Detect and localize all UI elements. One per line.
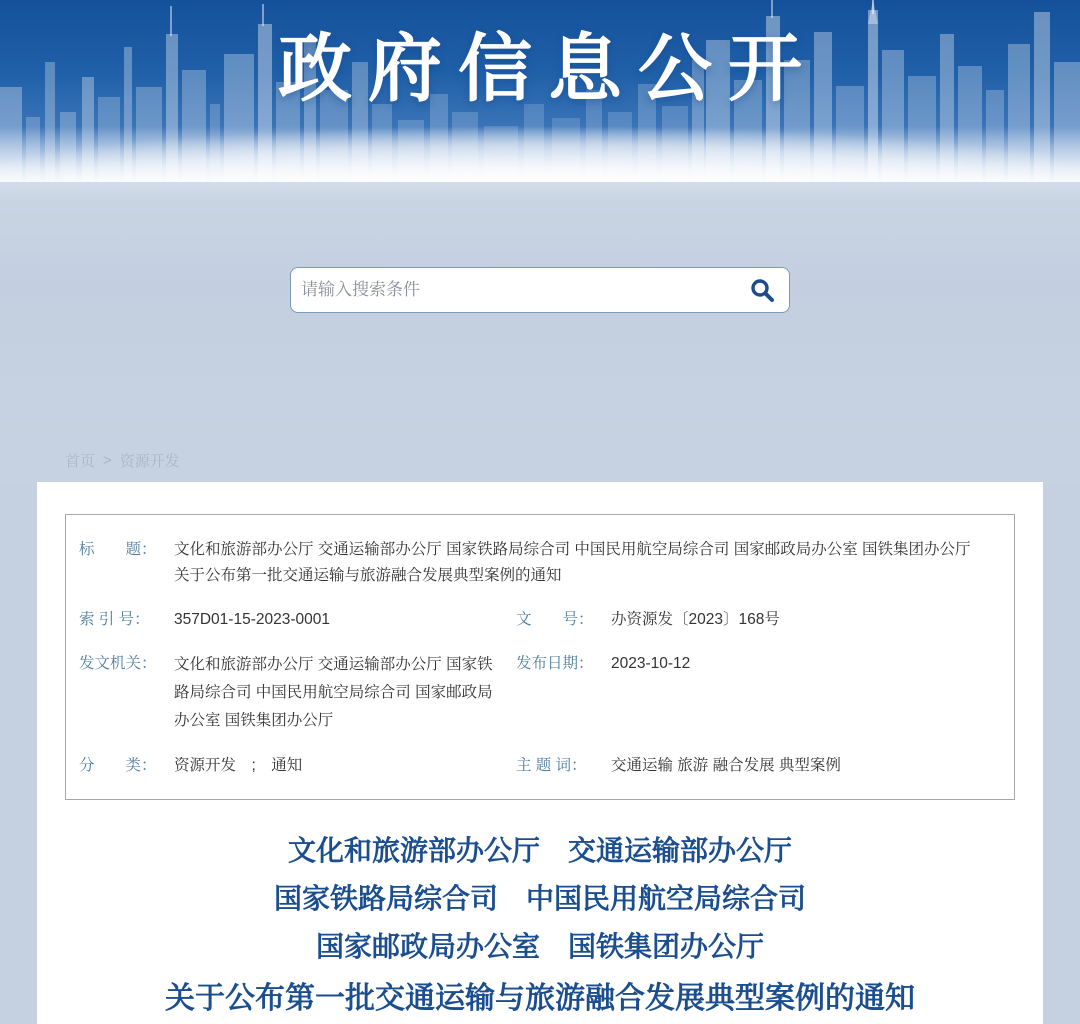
meta-index-value: 357D01-15-2023-0001 [174,611,330,628]
meta-index-label: 索 引 号： [79,611,150,628]
document-title-block [65,828,1015,1024]
document-title-line3: 国家邮政局办公室 国铁集团办公厅 [315,932,764,963]
meta-category-label: 分 类： [79,757,157,774]
breadcrumb-current-link[interactable]: 资源开发 [119,453,180,470]
meta-docno-value: 办资源发〔2023〕168号 [611,611,780,628]
breadcrumb [0,438,1080,471]
meta-row-category [79,753,998,779]
search-box [290,267,790,313]
search-button[interactable] [747,275,777,305]
header-banner [0,0,1080,182]
meta-title-value [174,537,998,589]
meta-date-label: 发布日期： [516,655,594,672]
breadcrumb-strip [0,438,1080,482]
content-panel [37,482,1043,1024]
meta-title-value-line1: 文化和旅游部办公厅 交通运输部办公厅 国家铁路局综合司 中国民用航空局综合司 国家邮政局办公室 国铁集团办公厅 [174,541,971,558]
breadcrumb-home-link[interactable]: 首页 [65,453,96,470]
meta-row-index [79,607,998,633]
meta-date-value: 2023-10-12 [611,655,691,672]
meta-org-label: 发文机关： [79,655,157,672]
search-section [0,182,1080,438]
meta-title-value-line2: 关于公布第一批交通运输与旅游融合发展典型案例的通知 [174,567,562,584]
breadcrumb-separator: > [103,452,112,469]
meta-row-title [79,537,998,589]
document-notice-title: 关于公布第一批交通运输与旅游融合发展典型案例的通知 [165,982,915,1015]
meta-subject-label: 主 题 词： [516,757,587,774]
meta-category-value: 资源开发 ; 通知 [174,757,303,774]
search-icon [749,277,775,303]
document-meta-table [65,514,1015,800]
meta-row-org [79,651,998,735]
meta-org-value: 文化和旅游部办公厅 交通运输部办公厅 国家铁路局综合司 中国民用航空局综合司 国家邮政局办公室 国铁集团办公厅 [174,656,493,729]
meta-docno-label: 文 号： [516,611,594,628]
page-title: 政府信息公开 [278,27,818,110]
document-title-line2: 国家铁路局综合司 中国民用航空局综合司 [273,884,806,915]
meta-subject-value: 交通运输 旅游 融合发展 典型案例 [611,757,841,774]
meta-title-label: 标 题： [79,541,157,558]
document-title-line1: 文化和旅游部办公厅 交通运输部办公厅 [287,836,792,867]
search-input[interactable] [301,280,747,300]
